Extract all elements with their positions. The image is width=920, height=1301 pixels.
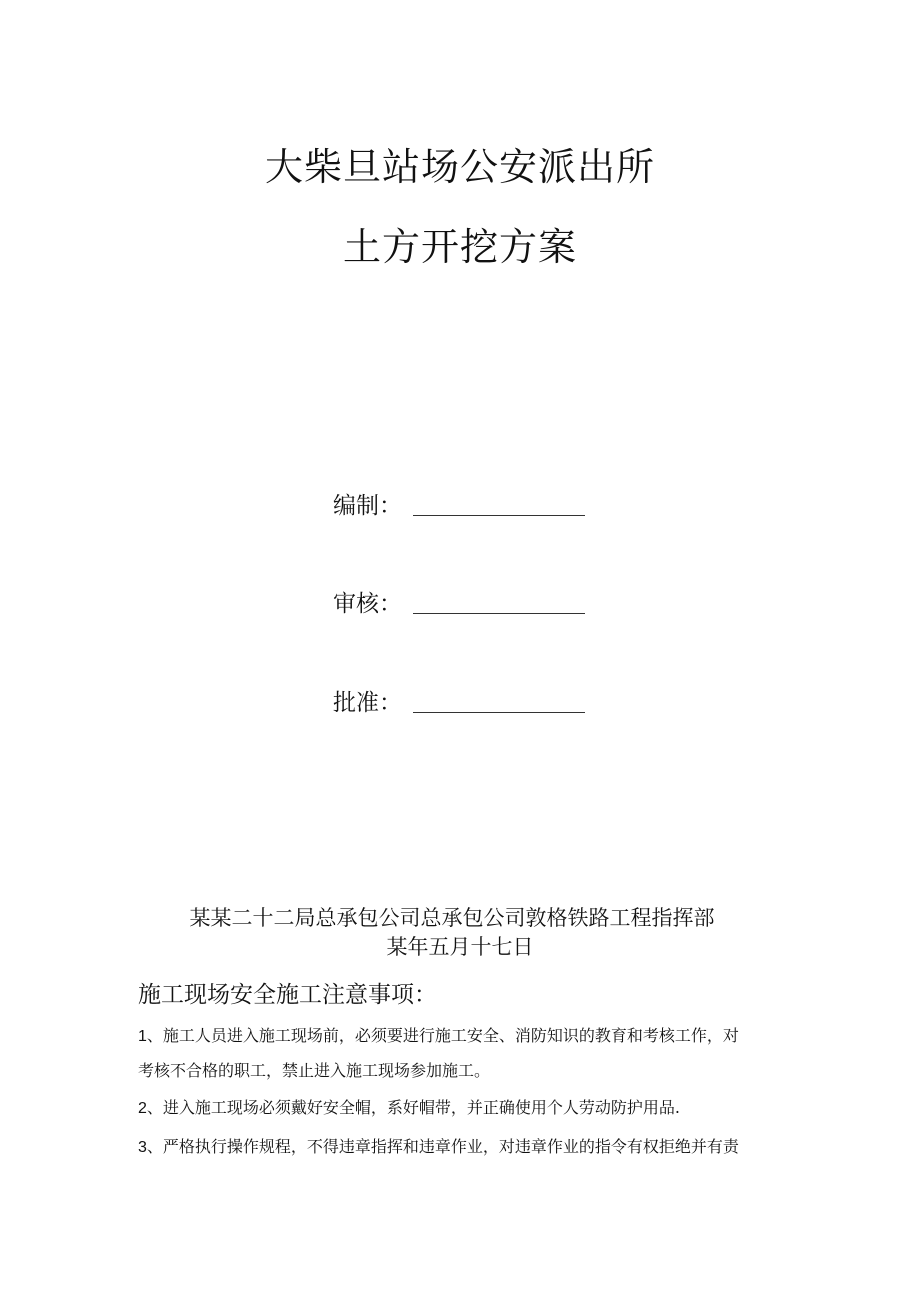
signature-line-approve [413, 712, 585, 713]
notice-item-text: 考核不合格的职工，禁止进入施工现场参加施工。 [138, 1061, 491, 1080]
notice-item-1 [138, 1028, 788, 1045]
signature-line-review [413, 613, 585, 614]
signature-row-approve [333, 681, 585, 715]
document-title: 大柴旦站场公安派出所 [264, 145, 655, 189]
organization-name: 某某二十二局总承包公司总承包公司敦格铁路工程指挥部 [189, 906, 715, 930]
signature-line-compile [413, 515, 585, 516]
document-date: 某年五月十七日 [386, 935, 534, 959]
notice-item-number: 2 [138, 1100, 147, 1117]
notice-item-3 [138, 1139, 788, 1156]
signature-row-compile [333, 484, 585, 518]
notice-item-text: 、进入施工现场必须戴好安全帽，系好帽带，并正确使用个人劳动防护用品. [146, 1098, 680, 1117]
signature-label-review: 审核： [333, 591, 402, 617]
notice-item-number: 1 [138, 1028, 147, 1045]
signature-label-compile: 编制： [333, 493, 402, 519]
signature-row-review [333, 582, 585, 616]
notice-item-1-continued [138, 1063, 788, 1079]
notice-item-number: 3 [138, 1139, 147, 1156]
notice-heading: 施工现场安全施工注意事项： [138, 982, 437, 1008]
signature-label-approve: 批准： [333, 690, 402, 716]
notice-item-text: 、施工人员进入施工现场前，必须要进行施工安全、消防知识的教育和考核工作，对 [146, 1026, 739, 1045]
notice-item-2 [138, 1100, 788, 1117]
notice-item-text: 、严格执行操作规程，不得违章指挥和违章作业，对违章作业的指令有权拒绝并有责 [146, 1137, 739, 1156]
document-subtitle: 土方开挖方案 [342, 225, 577, 269]
